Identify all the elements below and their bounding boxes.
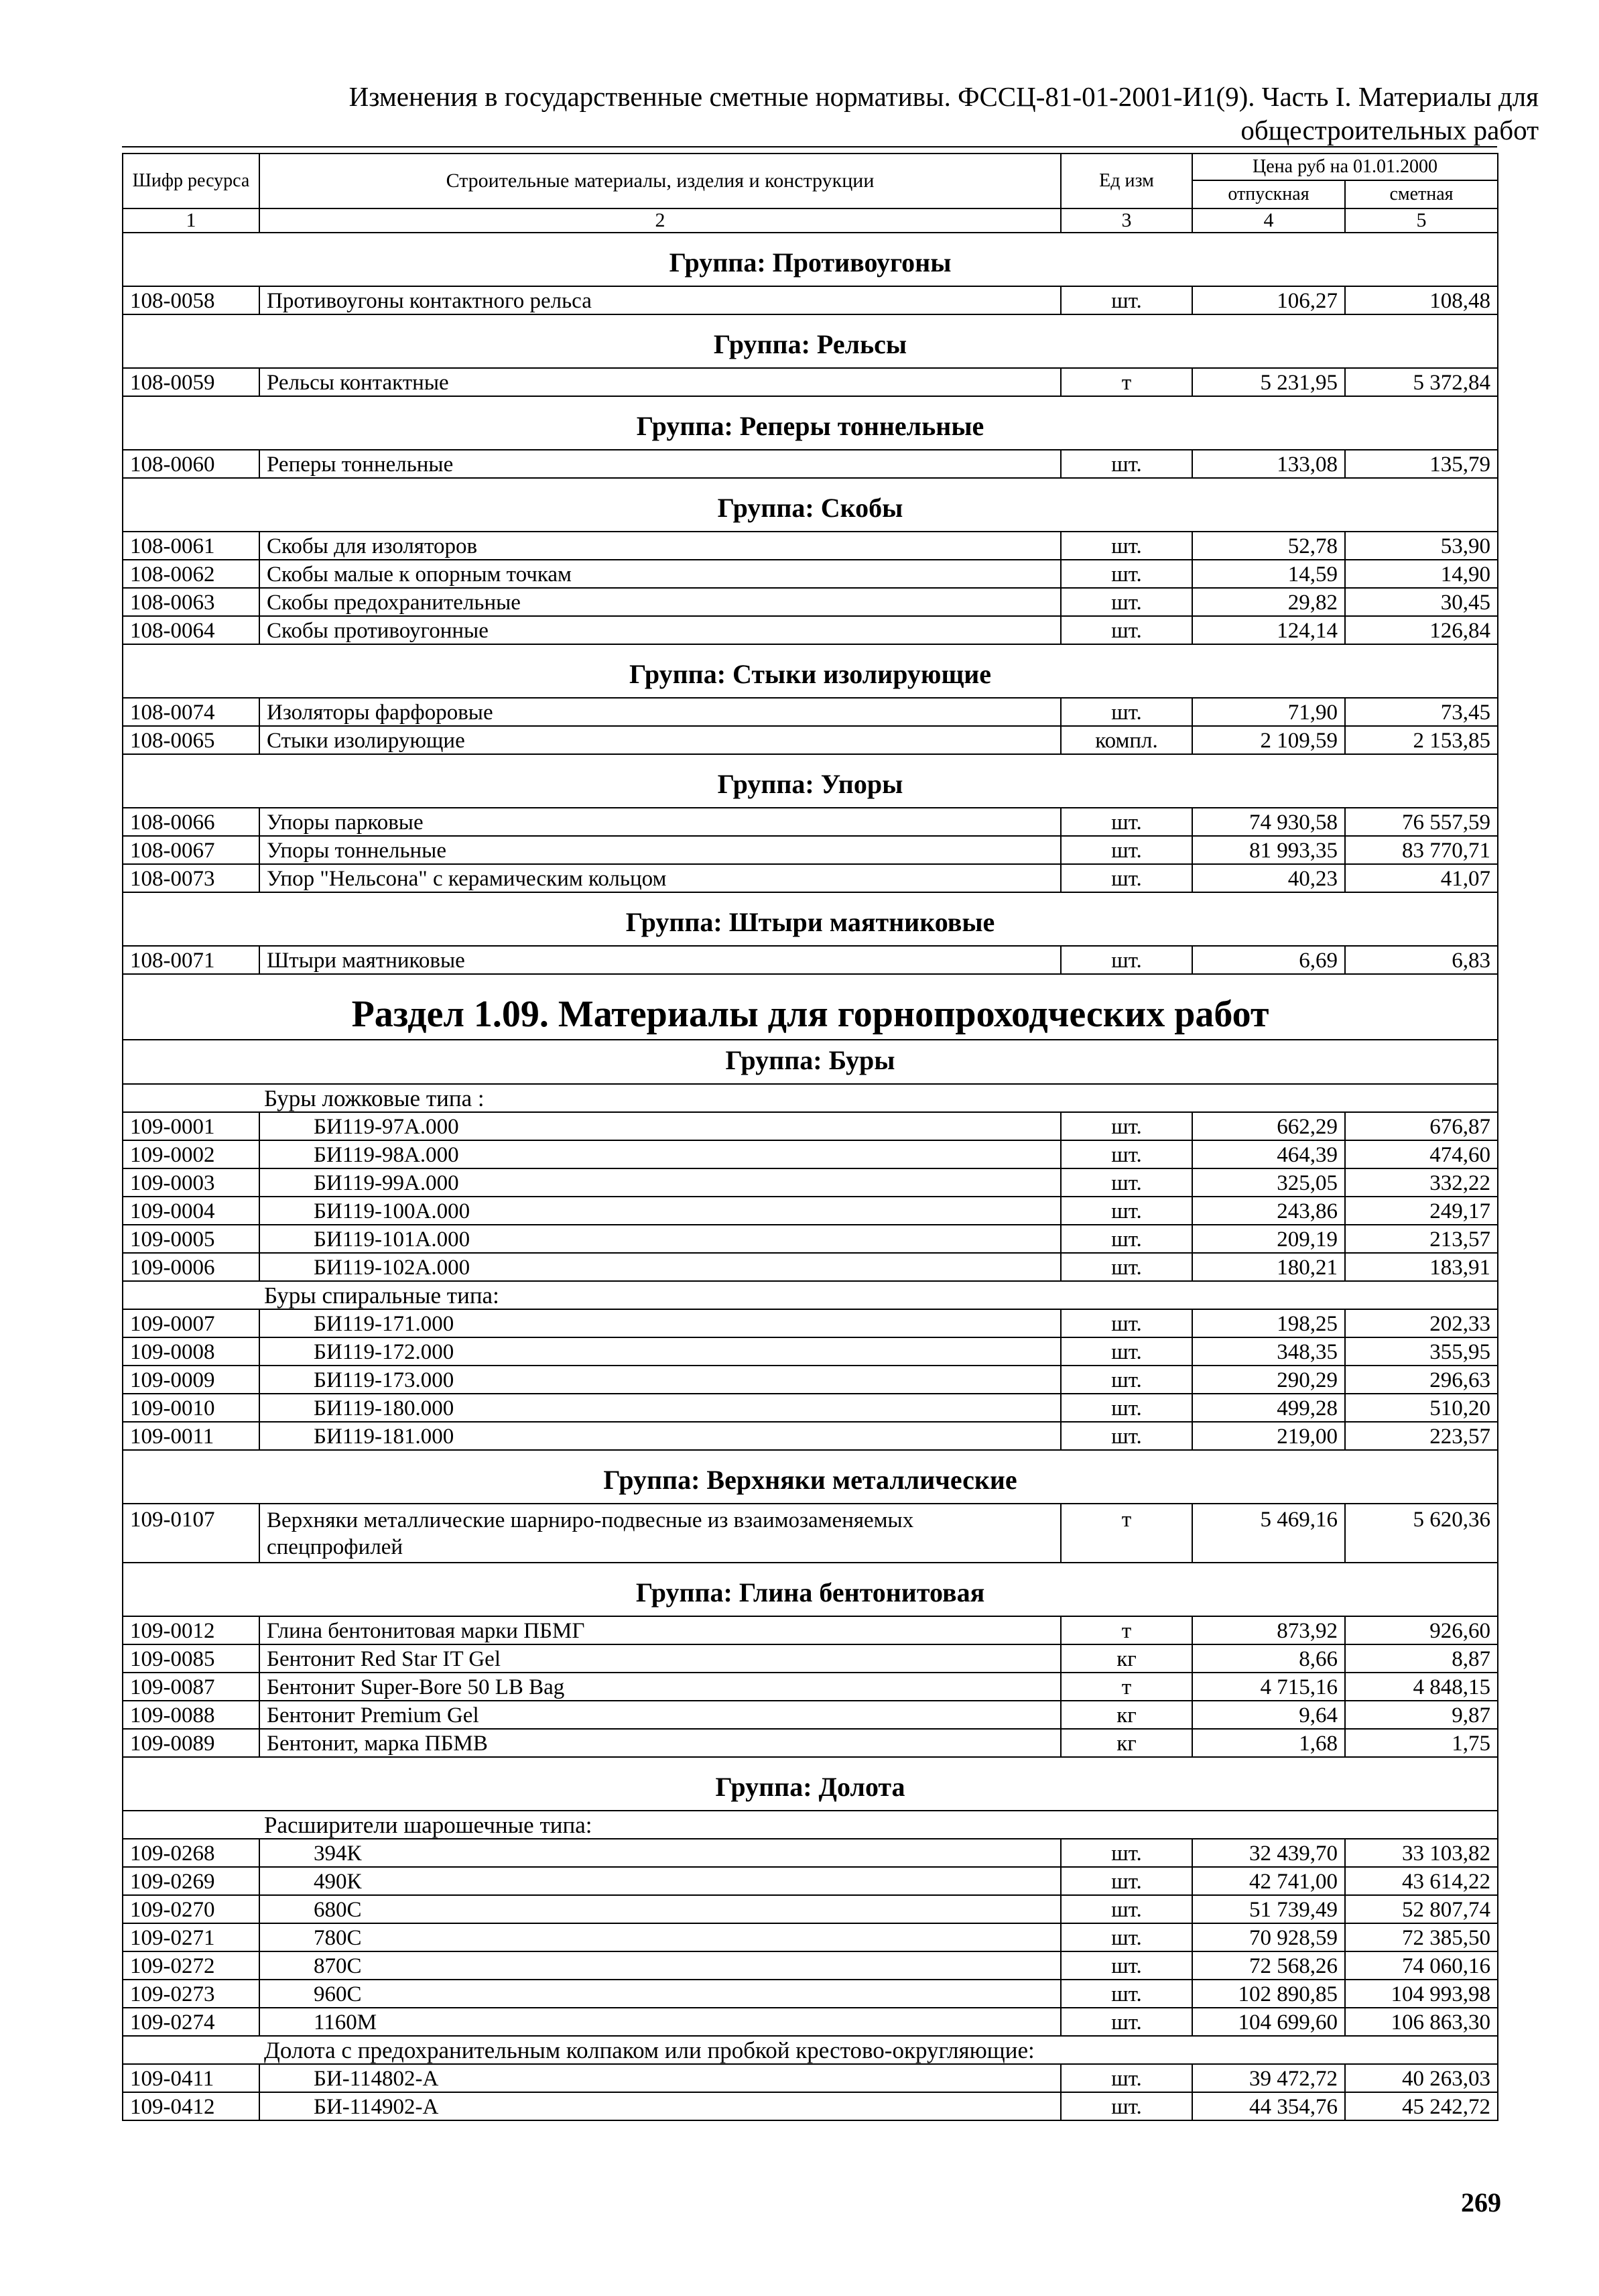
- estimate-price: 332,22: [1345, 1168, 1498, 1197]
- resource-code: 109-0272: [123, 1951, 259, 1980]
- resource-name: 780С: [259, 1923, 1061, 1951]
- release-price: 39 472,72: [1192, 2064, 1345, 2092]
- table-row: [123, 450, 1498, 478]
- resource-name: Бентонит, марка ПБМВ: [259, 1729, 1061, 1757]
- estimate-price: 43 614,22: [1345, 1867, 1498, 1895]
- resource-code: 109-0270: [123, 1895, 259, 1923]
- unit: шт.: [1061, 1366, 1192, 1394]
- group-heading-row: [123, 478, 1498, 532]
- resource-code: 109-0268: [123, 1839, 259, 1867]
- resource-code: 109-0008: [123, 1337, 259, 1366]
- estimate-price: 1,75: [1345, 1729, 1498, 1757]
- group-heading: Группа: Противоугоны: [123, 233, 1498, 286]
- resource-code: 109-0009: [123, 1366, 259, 1394]
- release-price: 133,08: [1192, 450, 1345, 478]
- unit: кг: [1061, 1701, 1192, 1729]
- header-code: Шифр ресурса: [123, 154, 259, 208]
- unit: шт.: [1061, 864, 1192, 892]
- table-row: [123, 1337, 1498, 1366]
- table-row: [123, 1394, 1498, 1422]
- resource-code: 109-0011: [123, 1422, 259, 1450]
- price-table: [122, 153, 1498, 2121]
- resource-code: 108-0074: [123, 698, 259, 726]
- resource-code: 108-0073: [123, 864, 259, 892]
- table-row: [123, 1867, 1498, 1895]
- table-row: [123, 1309, 1498, 1337]
- estimate-price: 104 993,98: [1345, 1980, 1498, 2008]
- release-price: 219,00: [1192, 1422, 1345, 1450]
- release-price: 32 439,70: [1192, 1839, 1345, 1867]
- release-price: 243,86: [1192, 1197, 1345, 1225]
- unit: шт.: [1061, 2008, 1192, 2036]
- unit: шт.: [1061, 560, 1192, 588]
- resource-code: 109-0003: [123, 1168, 259, 1197]
- resource-name: Скобы малые к опорным точкам: [259, 560, 1061, 588]
- resource-name: БИ119-173.000: [259, 1366, 1061, 1394]
- table-row: [123, 1980, 1498, 2008]
- estimate-price: 40 263,03: [1345, 2064, 1498, 2092]
- table-row: [123, 1225, 1498, 1253]
- resource-name: БИ-114802-А: [259, 2064, 1061, 2092]
- table-row: [123, 1644, 1498, 1673]
- section-heading: Раздел 1.09. Материалы для горнопроходческих работ: [123, 974, 1498, 1040]
- page-number: 269: [1461, 2187, 1501, 2218]
- unit: шт.: [1061, 588, 1192, 616]
- group-heading: Группа: Скобы: [123, 478, 1498, 532]
- release-price: 499,28: [1192, 1394, 1345, 1422]
- resource-code: 108-0071: [123, 946, 259, 974]
- table-header: [123, 154, 1498, 233]
- resource-code: 109-0412: [123, 2092, 259, 2120]
- release-price: 325,05: [1192, 1168, 1345, 1197]
- release-price: 9,64: [1192, 1701, 1345, 1729]
- unit: т: [1061, 368, 1192, 396]
- table-row: [123, 1197, 1498, 1225]
- resource-name: Бентонит Premium Gel: [259, 1701, 1061, 1729]
- release-price: 348,35: [1192, 1337, 1345, 1366]
- resource-name: Бентонит Red Star IT Gel: [259, 1644, 1061, 1673]
- subgroup-heading: Буры спиральные типа:: [123, 1281, 1498, 1309]
- header-price: Цена руб на 01.01.2000: [1192, 154, 1498, 180]
- release-price: 180,21: [1192, 1253, 1345, 1281]
- resource-name: Реперы тоннельные: [259, 450, 1061, 478]
- release-price: 52,78: [1192, 532, 1345, 560]
- resource-name: Изоляторы фарфоровые: [259, 698, 1061, 726]
- resource-name: Скобы для изоляторов: [259, 532, 1061, 560]
- colnum-1: 1: [123, 208, 259, 233]
- unit: шт.: [1061, 1951, 1192, 1980]
- unit: т: [1061, 1504, 1192, 1563]
- release-price: 104 699,60: [1192, 2008, 1345, 2036]
- resource-name: Скобы предохранительные: [259, 588, 1061, 616]
- release-price: 5 231,95: [1192, 368, 1345, 396]
- resource-name: БИ119-98А.000: [259, 1140, 1061, 1168]
- unit: шт.: [1061, 1140, 1192, 1168]
- unit: кг: [1061, 1729, 1192, 1757]
- header-rule: [122, 146, 1497, 147]
- table-row: [123, 1616, 1498, 1644]
- table-row: [123, 808, 1498, 836]
- unit: шт.: [1061, 1197, 1192, 1225]
- estimate-price: 4 848,15: [1345, 1673, 1498, 1701]
- table-row: [123, 836, 1498, 864]
- subgroup-heading: Расширители шарошечные типа:: [123, 1811, 1498, 1839]
- section-heading-row: [123, 974, 1498, 1040]
- resource-code: 109-0085: [123, 1644, 259, 1673]
- subgroup-heading: Долота с предохранительным колпаком или пробкой крестово-округляющие:: [123, 2036, 1498, 2064]
- table-row: [123, 1422, 1498, 1450]
- table-body: [123, 233, 1498, 2120]
- header-name: Строительные материалы, изделия и конструкции: [259, 154, 1061, 208]
- estimate-price: 202,33: [1345, 1309, 1498, 1337]
- table-row: [123, 1895, 1498, 1923]
- estimate-price: 9,87: [1345, 1701, 1498, 1729]
- resource-name: БИ119-97А.000: [259, 1112, 1061, 1140]
- resource-code: 109-0010: [123, 1394, 259, 1422]
- release-price: 1,68: [1192, 1729, 1345, 1757]
- release-price: 81 993,35: [1192, 836, 1345, 864]
- release-price: 464,39: [1192, 1140, 1345, 1168]
- resource-name: Верхняки металлические шарниро-подвесные из взаимозаменяемых спецпрофилей: [259, 1504, 1061, 1563]
- release-price: 2 109,59: [1192, 726, 1345, 754]
- group-heading-row: [123, 314, 1498, 368]
- table-row: [123, 864, 1498, 892]
- group-heading: Группа: Рельсы: [123, 314, 1498, 368]
- document-header-line-2: общестроительных работ: [1240, 115, 1539, 145]
- resource-code: 108-0058: [123, 286, 259, 314]
- release-price: 124,14: [1192, 616, 1345, 644]
- release-price: 44 354,76: [1192, 2092, 1345, 2120]
- table-row: [123, 1673, 1498, 1701]
- unit: шт.: [1061, 1309, 1192, 1337]
- resource-code: 109-0411: [123, 2064, 259, 2092]
- estimate-price: 5 620,36: [1345, 1504, 1498, 1563]
- release-price: 290,29: [1192, 1366, 1345, 1394]
- resource-code: 109-0005: [123, 1225, 259, 1253]
- table-row: [123, 1951, 1498, 1980]
- resource-code: 109-0002: [123, 1140, 259, 1168]
- unit: шт.: [1061, 836, 1192, 864]
- estimate-price: 41,07: [1345, 864, 1498, 892]
- group-heading-row: [123, 892, 1498, 946]
- table-row: [123, 1701, 1498, 1729]
- release-price: 662,29: [1192, 1112, 1345, 1140]
- release-price: 40,23: [1192, 864, 1345, 892]
- table-row: [123, 698, 1498, 726]
- resource-code: 109-0269: [123, 1867, 259, 1895]
- resource-code: 108-0064: [123, 616, 259, 644]
- unit: шт.: [1061, 1168, 1192, 1197]
- unit: шт.: [1061, 1112, 1192, 1140]
- resource-code: 109-0273: [123, 1980, 259, 2008]
- table-row: [123, 1112, 1498, 1140]
- estimate-price: 213,57: [1345, 1225, 1498, 1253]
- table-row: [123, 1729, 1498, 1757]
- group-heading-row: [123, 1563, 1498, 1616]
- resource-code: 109-0088: [123, 1701, 259, 1729]
- unit: т: [1061, 1616, 1192, 1644]
- resource-code: 109-0274: [123, 2008, 259, 2036]
- unit: шт.: [1061, 450, 1192, 478]
- resource-code: 109-0004: [123, 1197, 259, 1225]
- estimate-price: 14,90: [1345, 560, 1498, 588]
- estimate-price: 33 103,82: [1345, 1839, 1498, 1867]
- table-row: [123, 616, 1498, 644]
- colnum-3: 3: [1061, 208, 1192, 233]
- unit: т: [1061, 1673, 1192, 1701]
- resource-name: БИ119-180.000: [259, 1394, 1061, 1422]
- table-row: [123, 1140, 1498, 1168]
- resource-code: 109-0107: [123, 1504, 259, 1563]
- release-price: 72 568,26: [1192, 1951, 1345, 1980]
- group-heading-row: [123, 754, 1498, 808]
- resource-code: 108-0062: [123, 560, 259, 588]
- subgroup-heading-row: [123, 1811, 1498, 1839]
- resource-name: БИ-114902-А: [259, 2092, 1061, 2120]
- unit: шт.: [1061, 532, 1192, 560]
- release-price: 873,92: [1192, 1616, 1345, 1644]
- estimate-price: 223,57: [1345, 1422, 1498, 1450]
- estimate-price: 76 557,59: [1345, 808, 1498, 836]
- unit: шт.: [1061, 1895, 1192, 1923]
- resource-name: БИ119-101А.000: [259, 1225, 1061, 1253]
- table-row: [123, 1923, 1498, 1951]
- group-heading: Группа: Реперы тоннельные: [123, 396, 1498, 450]
- unit: компл.: [1061, 726, 1192, 754]
- table-row: [123, 946, 1498, 974]
- resource-code: 108-0063: [123, 588, 259, 616]
- resource-name: Штыри маятниковые: [259, 946, 1061, 974]
- resource-name: Упоры тоннельные: [259, 836, 1061, 864]
- group-heading-row: [123, 1757, 1498, 1811]
- estimate-price: 5 372,84: [1345, 368, 1498, 396]
- resource-code: 109-0012: [123, 1616, 259, 1644]
- resource-name: Глина бентонитовая марки ПБМГ: [259, 1616, 1061, 1644]
- estimate-price: 53,90: [1345, 532, 1498, 560]
- resource-name: 1160М: [259, 2008, 1061, 2036]
- release-price: 70 928,59: [1192, 1923, 1345, 1951]
- group-heading: Группа: Долота: [123, 1757, 1498, 1811]
- release-price: 5 469,16: [1192, 1504, 1345, 1563]
- table-row: [123, 1168, 1498, 1197]
- table-row: [123, 726, 1498, 754]
- estimate-price: 510,20: [1345, 1394, 1498, 1422]
- unit: шт.: [1061, 1337, 1192, 1366]
- release-price: 14,59: [1192, 560, 1345, 588]
- resource-name: БИ119-181.000: [259, 1422, 1061, 1450]
- release-price: 8,66: [1192, 1644, 1345, 1673]
- release-price: 106,27: [1192, 286, 1345, 314]
- table-row: [123, 1839, 1498, 1867]
- estimate-price: 183,91: [1345, 1253, 1498, 1281]
- estimate-price: 2 153,85: [1345, 726, 1498, 754]
- release-price: 71,90: [1192, 698, 1345, 726]
- resource-name: Упор "Нельсона" с керамическим кольцом: [259, 864, 1061, 892]
- resource-name: Противоугоны контактного рельса: [259, 286, 1061, 314]
- unit: шт.: [1061, 1839, 1192, 1867]
- release-price: 42 741,00: [1192, 1867, 1345, 1895]
- estimate-price: 45 242,72: [1345, 2092, 1498, 2120]
- table-row: [123, 1366, 1498, 1394]
- resource-code: 108-0060: [123, 450, 259, 478]
- estimate-price: 126,84: [1345, 616, 1498, 644]
- resource-code: 109-0087: [123, 1673, 259, 1701]
- release-price: 198,25: [1192, 1309, 1345, 1337]
- estimate-price: 296,63: [1345, 1366, 1498, 1394]
- estimate-price: 8,87: [1345, 1644, 1498, 1673]
- unit: шт.: [1061, 1923, 1192, 1951]
- resource-code: 108-0065: [123, 726, 259, 754]
- release-price: 51 739,49: [1192, 1895, 1345, 1923]
- unit: шт.: [1061, 698, 1192, 726]
- subgroup-heading-row: [123, 1084, 1498, 1112]
- resource-name: 680С: [259, 1895, 1061, 1923]
- resource-name: Рельсы контактные: [259, 368, 1061, 396]
- release-price: 209,19: [1192, 1225, 1345, 1253]
- estimate-price: 74 060,16: [1345, 1951, 1498, 1980]
- estimate-price: 73,45: [1345, 698, 1498, 726]
- resource-code: 108-0059: [123, 368, 259, 396]
- estimate-price: 926,60: [1345, 1616, 1498, 1644]
- resource-code: 108-0067: [123, 836, 259, 864]
- resource-name: БИ119-171.000: [259, 1309, 1061, 1337]
- unit: шт.: [1061, 1422, 1192, 1450]
- release-price: 102 890,85: [1192, 1980, 1345, 2008]
- release-price: 6,69: [1192, 946, 1345, 974]
- colnum-2: 2: [259, 208, 1061, 233]
- subgroup-heading: Буры ложковые типа :: [123, 1084, 1498, 1112]
- estimate-price: 108,48: [1345, 286, 1498, 314]
- resource-code: 109-0089: [123, 1729, 259, 1757]
- table-row: [123, 286, 1498, 314]
- group-heading-row: [123, 233, 1498, 286]
- resource-code: 109-0001: [123, 1112, 259, 1140]
- estimate-price: 30,45: [1345, 588, 1498, 616]
- table-row: [123, 560, 1498, 588]
- table-row: [123, 532, 1498, 560]
- colnum-4: 4: [1192, 208, 1345, 233]
- unit: шт.: [1061, 2092, 1192, 2120]
- resource-name: БИ119-99А.000: [259, 1168, 1061, 1197]
- resource-code: 109-0007: [123, 1309, 259, 1337]
- estimate-price: 474,60: [1345, 1140, 1498, 1168]
- resource-code: 108-0066: [123, 808, 259, 836]
- estimate-price: 106 863,30: [1345, 2008, 1498, 2036]
- resource-name: Бентонит Super-Bore 50 LB Bag: [259, 1673, 1061, 1701]
- group-heading: Группа: Глина бентонитовая: [123, 1563, 1498, 1616]
- group-heading: Группа: Верхняки металлические: [123, 1450, 1498, 1504]
- header-unit: Ед изм: [1061, 154, 1192, 208]
- resource-name: Скобы противоугонные: [259, 616, 1061, 644]
- unit: шт.: [1061, 1980, 1192, 2008]
- estimate-price: 249,17: [1345, 1197, 1498, 1225]
- document-header-line-1: Изменения в государственные сметные нормативы. ФССЦ-81-01-2001-И1(9). Часть I. Материалы для: [348, 81, 1539, 112]
- unit: шт.: [1061, 808, 1192, 836]
- table-row: [123, 1504, 1498, 1563]
- resource-name: 490К: [259, 1867, 1061, 1895]
- resource-name: Стыки изолирующие: [259, 726, 1061, 754]
- group-heading: Группа: Упоры: [123, 754, 1498, 808]
- unit: шт.: [1061, 1253, 1192, 1281]
- unit: шт.: [1061, 286, 1192, 314]
- estimate-price: 676,87: [1345, 1112, 1498, 1140]
- colnum-5: 5: [1345, 208, 1498, 233]
- table-row: [123, 2092, 1498, 2120]
- resource-name: 960С: [259, 1980, 1061, 2008]
- unit: шт.: [1061, 1867, 1192, 1895]
- resource-name: БИ119-172.000: [259, 1337, 1061, 1366]
- release-price: 29,82: [1192, 588, 1345, 616]
- unit: шт.: [1061, 1394, 1192, 1422]
- estimate-price: 52 807,74: [1345, 1895, 1498, 1923]
- subgroup-heading-row: [123, 1281, 1498, 1309]
- table-row: [123, 2064, 1498, 2092]
- estimate-price: 135,79: [1345, 450, 1498, 478]
- group-heading-row: [123, 1450, 1498, 1504]
- resource-name: БИ119-102А.000: [259, 1253, 1061, 1281]
- unit: шт.: [1061, 616, 1192, 644]
- resource-name: БИ119-100А.000: [259, 1197, 1061, 1225]
- group-heading: Группа: Стыки изолирующие: [123, 644, 1498, 698]
- unit: шт.: [1061, 2064, 1192, 2092]
- table-row: [123, 2008, 1498, 2036]
- group-heading: Группа: Штыри маятниковые: [123, 892, 1498, 946]
- header-release-price: отпускная: [1192, 180, 1345, 208]
- resource-code: 109-0006: [123, 1253, 259, 1281]
- unit: кг: [1061, 1644, 1192, 1673]
- release-price: 74 930,58: [1192, 808, 1345, 836]
- table-row: [123, 1253, 1498, 1281]
- resource-code: 108-0061: [123, 532, 259, 560]
- table-row: [123, 368, 1498, 396]
- group-heading-row: [123, 396, 1498, 450]
- unit: шт.: [1061, 1225, 1192, 1253]
- estimate-price: 355,95: [1345, 1337, 1498, 1366]
- group-heading-row: [123, 1040, 1498, 1084]
- resource-name: 394К: [259, 1839, 1061, 1867]
- release-price: 4 715,16: [1192, 1673, 1345, 1701]
- estimate-price: 6,83: [1345, 946, 1498, 974]
- group-heading-row: [123, 644, 1498, 698]
- estimate-price: 72 385,50: [1345, 1923, 1498, 1951]
- estimate-price: 83 770,71: [1345, 836, 1498, 864]
- resource-code: 109-0271: [123, 1923, 259, 1951]
- resource-name: 870С: [259, 1951, 1061, 1980]
- subgroup-heading-row: [123, 2036, 1498, 2064]
- header-estimate-price: сметная: [1345, 180, 1498, 208]
- unit: шт.: [1061, 946, 1192, 974]
- resource-name: Упоры парковые: [259, 808, 1061, 836]
- table-row: [123, 588, 1498, 616]
- group-heading: Группа: Буры: [123, 1040, 1498, 1084]
